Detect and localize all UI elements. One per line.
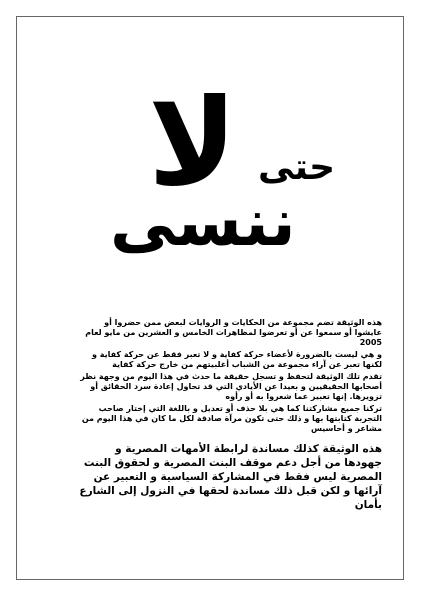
title-nansa: ننسى: [110, 184, 296, 261]
paragraph-editing: تركنا جميع مشاركتنا كما هي بلا حذف أو تعديل و باللغة التي إختار صاحب التجربة كتابتها بها و ذلك حتى تكون مرآة صادقة لكل ما كان في هذا اليوم من مشاعر و أحاسيس: [81, 404, 382, 433]
title-la: لا: [148, 74, 238, 213]
paragraph-intro: هذه الوثيقة تضم مجموعة من الحكايات و الروايات لبعض ممن حضروا أو عايشوا أو سمعوا عن أو تعرضوا لمظاهرات الخامس و العشرين من مايو لعام 2005: [85, 318, 382, 347]
title-hatta: حتى: [258, 147, 336, 188]
paragraph-scope: و هي ليست بالضرورة لأعضاء حركة كفاية و لا تعبر فقط عن حركة كفاية و لكنها تعبر عن آراء مجموعة من الشباب أغلبيتهم من خارج حركة كفاية: [92, 350, 382, 369]
document-body: [76, 318, 382, 523]
paragraph-purpose: تقدم تلك الوثيقة لتحفظ و تسجل حقيقة ما حدث في هذا اليوم من وجهة نظر أصحابها الحقيقيين و بعيدا عن الأيادي التي قد تحاول إعادة سرد الحقائق أو تزويرها. إنها تعبير عما شعروا به أو رأوه: [80, 372, 382, 401]
paragraph-closing: هذه الوثيقة كذلك مساندة لرابطة الأمهات المصرية و جهودها من أجل دعم موقف البنت المصرية و لحقوق البنت المصرية ليس فقط في المشاركة السياسية و التعبير عن آرائها و لكن قبل ذلك مساندة لحقها في النزول إلى الشارع بأمان: [79, 443, 382, 511]
